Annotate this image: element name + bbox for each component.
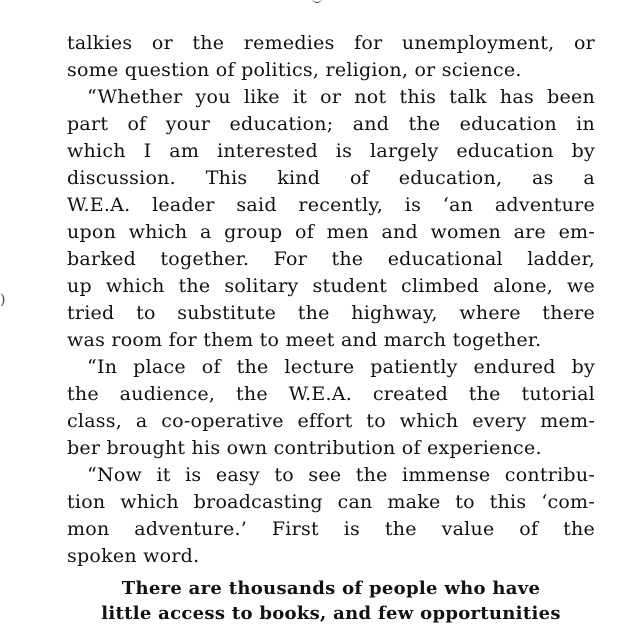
bold-line: little access to books, and few opportunities [101, 603, 561, 624]
article-line: class, a co-operative effort to which every mem- [67, 410, 595, 432]
article-line: barked together. For the educational ladder, [67, 248, 595, 270]
article-line: W.E.A. leader said recently, is ‘an adventure [67, 194, 595, 216]
bold-line: There are thousands of people who have [121, 578, 541, 599]
article-line: “Whether you like it or not this talk has been [87, 86, 595, 108]
article-line: some question of politics, religion, or science. [67, 59, 522, 81]
article-line: mon adventure.’ First is the value of the [67, 518, 595, 540]
article-line: was room for them to meet and march together. [67, 329, 542, 351]
article-line: spoken word. [67, 545, 200, 567]
article-line: ber brought his own contribution of experience. [67, 437, 542, 459]
article-line: tried to substitute the highway, where there [67, 302, 595, 324]
article-line: upon which a group of men and women are em- [67, 221, 595, 243]
article-line: talkies or the remedies for unemployment, or [67, 32, 595, 54]
bold-subsection [67, 576, 595, 626]
article-line: which I am interested is largely education by [67, 140, 595, 162]
article-line: the audience, the W.E.A. created the tutorial [67, 383, 595, 405]
article-line: part of your education; and the education in [67, 113, 595, 135]
margin-mark: ) [0, 292, 6, 308]
article-line: tion which broadcasting can make to this ‘com- [67, 491, 595, 513]
top-edge-mark [312, 0, 322, 3]
article-line: up which the solitary student climbed alone, we [67, 275, 595, 297]
article-column [67, 30, 595, 570]
article-line: “Now it is easy to see the immense contribu- [87, 464, 595, 486]
article-line: “In place of the lecture patiently endured by [87, 356, 595, 378]
article-line: discussion. This kind of education, as a [67, 167, 595, 189]
